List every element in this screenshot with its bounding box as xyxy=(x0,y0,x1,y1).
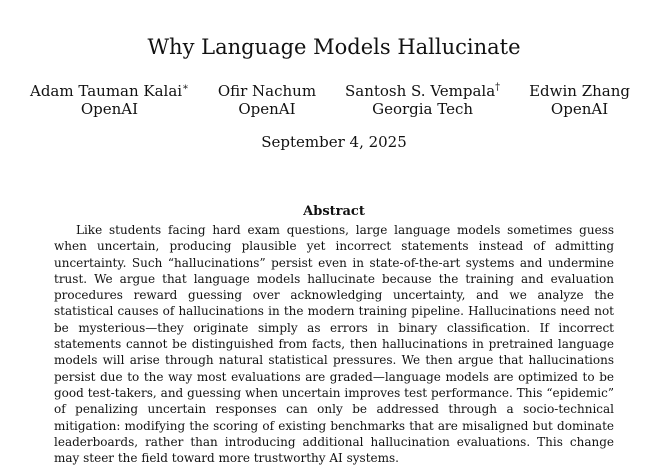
paper-title: Why Language Models Hallucinate xyxy=(147,35,521,59)
author-name: Ofir Nachum xyxy=(217,82,317,100)
publication-date: September 4, 2025 xyxy=(261,133,407,151)
author-block xyxy=(30,82,189,118)
author-footnote-mark: ∗ xyxy=(182,82,189,93)
author-name: Santosh S. Vempala† xyxy=(344,82,501,100)
author-affiliation: OpenAI xyxy=(550,100,609,118)
author-block xyxy=(529,82,630,118)
author-block xyxy=(218,82,316,118)
author-name: Edwin Zhang xyxy=(529,82,630,100)
abstract-heading: Abstract xyxy=(303,204,365,219)
author-name: Adam Tauman Kalai∗ xyxy=(30,82,189,100)
abstract-text: Like students facing hard exam questions, large language models sometimes guess when uncertain, producing plausible yet incorrect statements instead of admitting uncertainty. Such “hallucinations” persist even in state-of-the-art systems and undermine trust. We argue that language models hallucinate because the training and evaluation procedures reward guessing over acknowledging uncertainty, and we analyze the statistical causes of hallucinations in the modern training pipeline. Hallucinations need not be mysterious—they originate simply as errors in binary classification. If incorrect statements cannot be distinguished from facts, then hallucinations in pretrained language models will arise through natural statistical pressures. We then argue that hallucinations persist due to the way most evaluations are graded—language models are optimized to be good test-takers, and guessing when uncertain improves test performance. This “epidemic” of penalizing uncertain responses can only be addressed through a socio-technical mitigation: modifying the scoring of existing benchmarks that are misaligned but dominate leaderboards, rather than introducing additional hallucination evaluations. This change may steer the field toward more trustworthy AI systems. xyxy=(54,223,614,466)
author-affiliation: Georgia Tech xyxy=(372,100,474,118)
author-footnote-mark: † xyxy=(495,82,501,93)
author-affiliation: OpenAI xyxy=(80,100,139,118)
author-affiliation: OpenAI xyxy=(238,100,296,118)
author-list xyxy=(30,82,630,118)
author-block xyxy=(345,82,500,118)
